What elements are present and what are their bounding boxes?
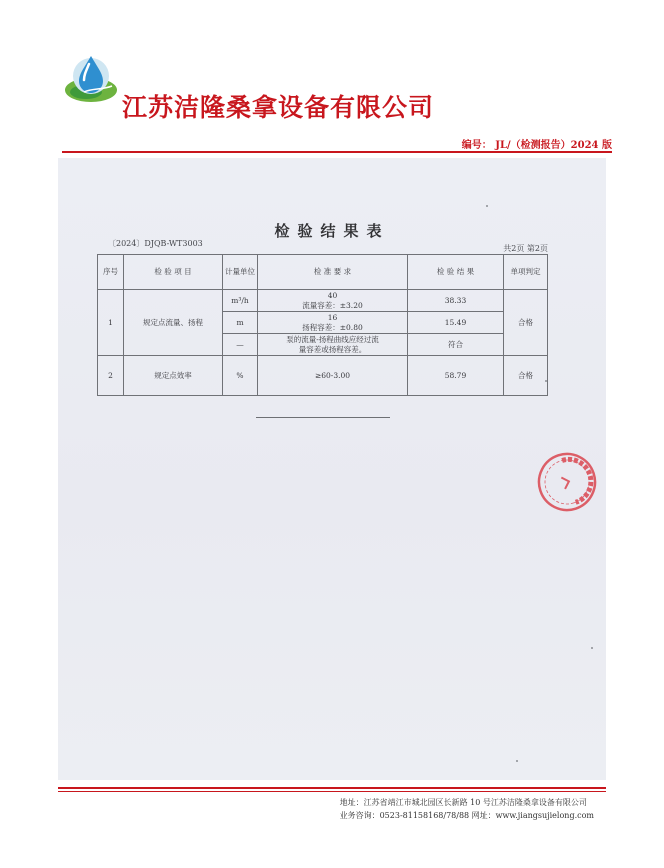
std-value: 泵的流量-扬程曲线应经过流 [286,335,379,345]
row-verdict: 合格 [504,356,548,396]
row-unit: % [223,356,258,396]
page-count: 共2页 第2页 [503,244,548,253]
row-result: 符合 [408,334,504,356]
header-divider [62,151,612,153]
scan-speck [545,380,547,382]
header-verdict: 单项判定 [504,255,548,290]
scanned-report-page [58,158,606,780]
row-item: 规定点流量、扬程 [124,290,223,356]
company-logo-icon [62,50,120,108]
footer-address: 地址：江苏省靖江市城北园区长新路 10 号江苏洁隆桑拿设备有限公司 [339,798,587,807]
row-standard: ≥60-3.00 [258,356,408,396]
header-standard: 检 准 要 求 [258,255,408,290]
table-row [98,356,548,396]
footer-divider [58,787,606,789]
table-row [98,290,548,312]
report-number: 编号： JL/（检测报告）2024 版 [461,140,612,151]
row-standard [258,312,408,334]
row-unit: m [223,312,258,334]
document-code: 〔2024〕DJQB-WT3003 [108,239,203,248]
table-header-row [98,255,548,290]
scan-speck [516,760,518,762]
row-no: 2 [98,356,124,396]
row-standard [258,334,408,356]
row-item: 规定点效率 [124,356,223,396]
table-end-rule [256,417,390,418]
scan-speck [591,647,593,649]
header-no: 序号 [98,255,124,290]
row-result: 38.33 [408,290,504,312]
footer-phone-website: 业务咨询：0523-81158168/78/88 网址：www.jiangsujielong.com [339,811,594,820]
header-unit: 计量单位 [223,255,258,290]
row-standard [258,290,408,312]
row-unit: — [223,334,258,356]
std-tolerance: 流量容差：±3.20 [302,300,363,310]
company-name: 江苏洁隆桑拿设备有限公司 [122,93,435,122]
inspection-results-table [97,254,548,396]
header-result: 检 验 结 果 [408,255,504,290]
row-unit: m³/h [223,290,258,312]
std-value: 40 [327,291,338,301]
std-tolerance: 扬程容差：±0.80 [302,322,363,332]
inspection-seal-icon [527,442,608,523]
footer-divider-thin [58,791,606,792]
std-value: 16 [327,313,338,323]
std-tolerance: 量容差或扬程容差。 [298,344,367,354]
header-item: 检 验 项 目 [124,255,223,290]
row-no: 1 [98,290,124,356]
scan-speck [486,205,488,207]
row-verdict: 合格 [504,290,548,356]
row-result: 58.79 [408,356,504,396]
table-title: 检验结果表 [274,222,390,240]
row-result: 15.49 [408,312,504,334]
footer-contact [340,796,594,822]
